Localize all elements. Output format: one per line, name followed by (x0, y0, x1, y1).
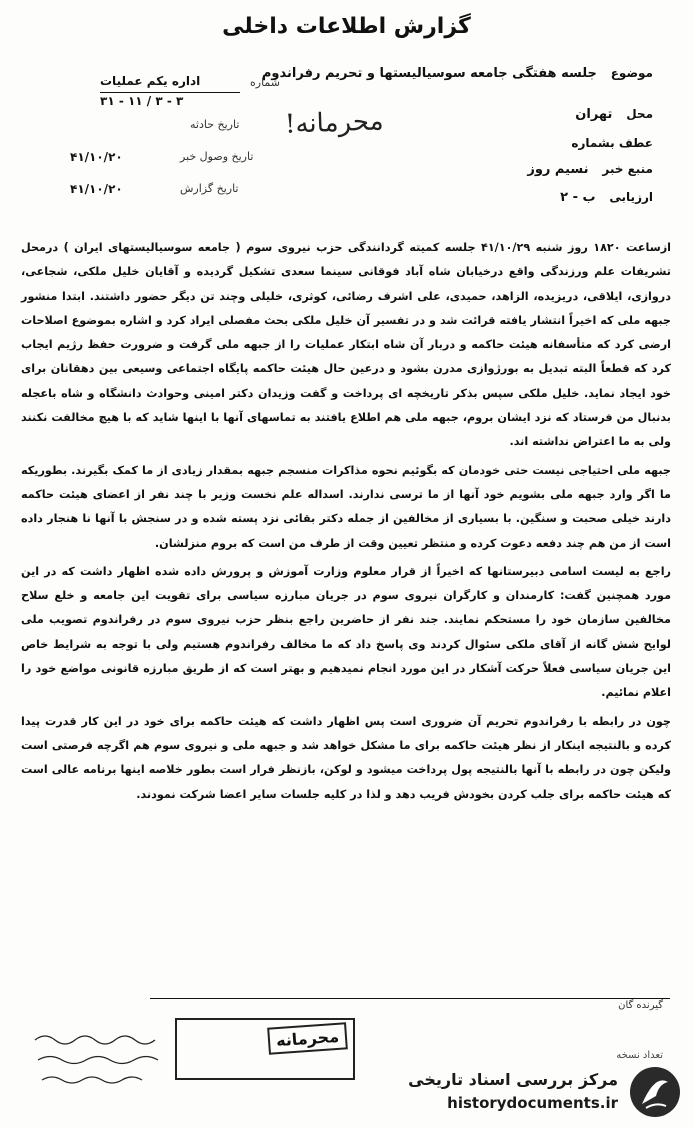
paragraph-3: راجع به لیست اسامی دبیرستانها که اخیراً از قرار معلوم وزارت آموزش و پرورش داده شده اظهار داشت که در این مورد همچنین گفت: کارمندان و کارگران نیروی سوم در جریان مبارزه سیاسی برای تقویت این جامعه و خلع سلاح مخالفین سازمان خود را مستحکم نمایند. جند نفر از حاضرین راجع بنظر حزب نیروی سوم در رفراندوم تصویب ملی لوایح شش گانه از آقای ملکی سئوال کردند وی پاسخ داد که ما مخالف رفراندوم هستیم ولی با توجه به شرایط خاص این جریان سیاسی فعلاً حرکت آشکار در این مورد انجام نمیدهیم و بهتر است که از طریق مبارزه قانونی مواضع خود را اعلام نمائیم. (21, 564, 671, 700)
archive-logo-icon (628, 1064, 682, 1120)
watermark (398, 1060, 688, 1124)
subject-label: موضوع (610, 66, 653, 80)
recipients-label: گیرنده گان (618, 1000, 663, 1011)
place-field (575, 107, 653, 122)
place-label: محل (626, 107, 653, 121)
number-underline (100, 92, 240, 93)
paragraph-1: ازساعت ۱۸۲۰ روز شنبه ۴۱/۱۰/۲۹ جلسه کمیته گردانندگی حزب نیروی سوم ( جامعه سوسیالیستهای ایران ) درمحل تشریفات علم ورزندگی واقع درخیابان شاه آباد فوقانی سینما سعدی تشکیل گردیده و آقایان خلیل ملکی، شجاعی، دروازی، ایلاقی، دریزیده، الزاهد، حمیدی، علی اشرف رضائی، کوثری، خلیلی وچند تن دیگر حضور داشتند. ابتدا منشور جبهه ملی که اخیراً انتشار یافته قرائت شد و در تفسیر آن خلیل ملکی بحث مفصلی ایراد کرد و اشاره بموضوع اصلاحات ارضی کرد که متأسفانه هیئت حاکمه و دربار آن شاه ابتکار عملیات را از جبهه ملی گرفت و ضرورت حفظ رژیم ایجاب کرد که قطعاً البته تبدیل به بورژوازی مدرن بشود و درعین حال هیئت حاکمه پایگاه اجتماعی وسیعی بین دهقانان برای خود ایجاد نماید. خلیل ملکی سپس بذکر تاریخچه ای پرداخت و گفت وزیدان دکتر امینی وحوادث دانشگاه و شاه باعجله بدنبال من فرستاد که نزد ایشان بروم، جبهه ملی هم اطلاع یافتند به تماسهای آنها با اینها شاید که با هیچ مخالفت نکنند ولی به ما اعتراض نداشته اند. (21, 241, 672, 449)
assessment-field (560, 190, 653, 205)
number-label: شماره (250, 76, 281, 89)
number-value: اداره یکم عملیات (100, 74, 201, 88)
subject-field (262, 66, 653, 81)
source-label: منبع خبر (602, 162, 653, 176)
watermark-title: مرکز بررسی اسناد تاریخی (408, 1070, 618, 1089)
handwritten-notes (30, 1028, 180, 1098)
assessment-label: ارزیابی (609, 190, 653, 204)
event-date-label: تاریخ حادثه (190, 118, 240, 131)
assessment-value: ب - ۲ (560, 190, 596, 205)
number-sub: ۳۱ - ۱۱ / ۳ - ۳ (100, 94, 184, 108)
source-value: نسیم روز (527, 162, 589, 177)
document-title: گزارش اطلاعات داخلی (222, 14, 471, 39)
confidential-stamp-header: محرمانه! (284, 106, 385, 140)
registry-stamp-text: محرمانه (267, 1022, 348, 1054)
paragraph-2: جبهه ملی احتیاجی نیست حتی خودمان که بگوئیم نحوه مذاکرات منسجم جبهه بمقدار زیادی از ما کمک بگیرند. بطوریکه ما اگر وارد جبهه ملی بشویم خود آنها از ما ترسی ندارند. اسداله علم نخست وزیر با چند نفر از اعضای هیئت حاکمه دارند خیلی صحبت و سنگین. با بسیاری از مخالفین از جمله دکتر بقائی نزد پسته شده و در سنجش با آنها نا هنجار داده است از من هم چند دفعه دعوت کرده و منتظر تعیین وقت از طرف من است که بروم منزلشان. (21, 463, 671, 550)
copies-label: تعداد نسخه (616, 1050, 663, 1061)
report-date-label: تاریخ گزارش (180, 182, 239, 195)
attachment-label: عطف بشماره (571, 136, 653, 150)
receipt-date-value: ۴۱/۱۰/۲۰ (70, 150, 123, 164)
report-date-value: ۴۱/۱۰/۲۰ (70, 182, 123, 196)
attachment-field (561, 136, 653, 150)
watermark-url: historydocuments.ir (447, 1094, 618, 1112)
subject-value: جلسه هفتگی جامعه سوسیالیستها و تحریم رفراندوم (261, 66, 597, 81)
paragraph-4: چون در رابطه با رفراندوم تحریم آن ضروری است پس اظهار داشت که هیئت حاکمه برای خود در این کار قدرت پیدا کرده و بالنتیجه اینکار از نظر هیئت حاکمه برای ما مشکل خواهد شد و جبهه ملی و نیروی سوم هم اگرچه فرصتی است ولیکن چون در رابطه با آنها بالنتیجه پول پرداخت میشود و لوکن، بازنظر فرار است بطور خلاصه اینها برنامه عالی است که هیئت حاکمه برای جلب کردن بخودش فریب دهد و لذا در کلیه جلسات سایر اعضا شرکت نمودند. (21, 714, 671, 801)
place-value: تهران (575, 107, 613, 122)
receipt-date-label: تاریخ وصول خبر (180, 150, 254, 163)
footer-rule (150, 998, 670, 999)
source-field (527, 162, 653, 177)
report-body (21, 236, 671, 807)
